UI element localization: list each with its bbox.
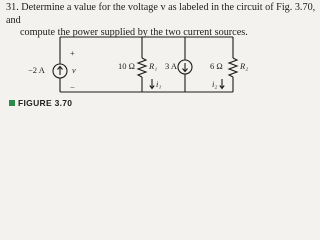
r1-value-label: 10 Ω [118, 61, 135, 71]
resistor-r2 [229, 58, 237, 77]
i2-label: i₂ [212, 79, 218, 89]
figure-caption [9, 98, 72, 108]
r1-name-label: R₁ [149, 61, 158, 71]
source2-value-label: 3 A [165, 61, 178, 71]
r2-value-label: 6 Ω [210, 61, 223, 71]
voltage-v-label: v [72, 65, 76, 75]
caption-marker [9, 100, 15, 106]
i1-label: i₁ [156, 79, 162, 89]
resistor-r1 [138, 58, 146, 77]
problem-line-2: compute the power supplied by the two current sources. [20, 27, 248, 38]
plus-sign: + [70, 48, 75, 58]
problem-statement-1: Determine a value for the voltage v as labeled in the circuit of Fig. 3.70, and [6, 2, 316, 26]
source1-value-label: −2 A [28, 65, 45, 75]
r2-name-label: R₂ [240, 61, 249, 71]
minus-sign: − [70, 82, 75, 92]
caption-text: FIGURE 3.70 [18, 98, 73, 108]
problem-number: 31. [6, 2, 19, 13]
